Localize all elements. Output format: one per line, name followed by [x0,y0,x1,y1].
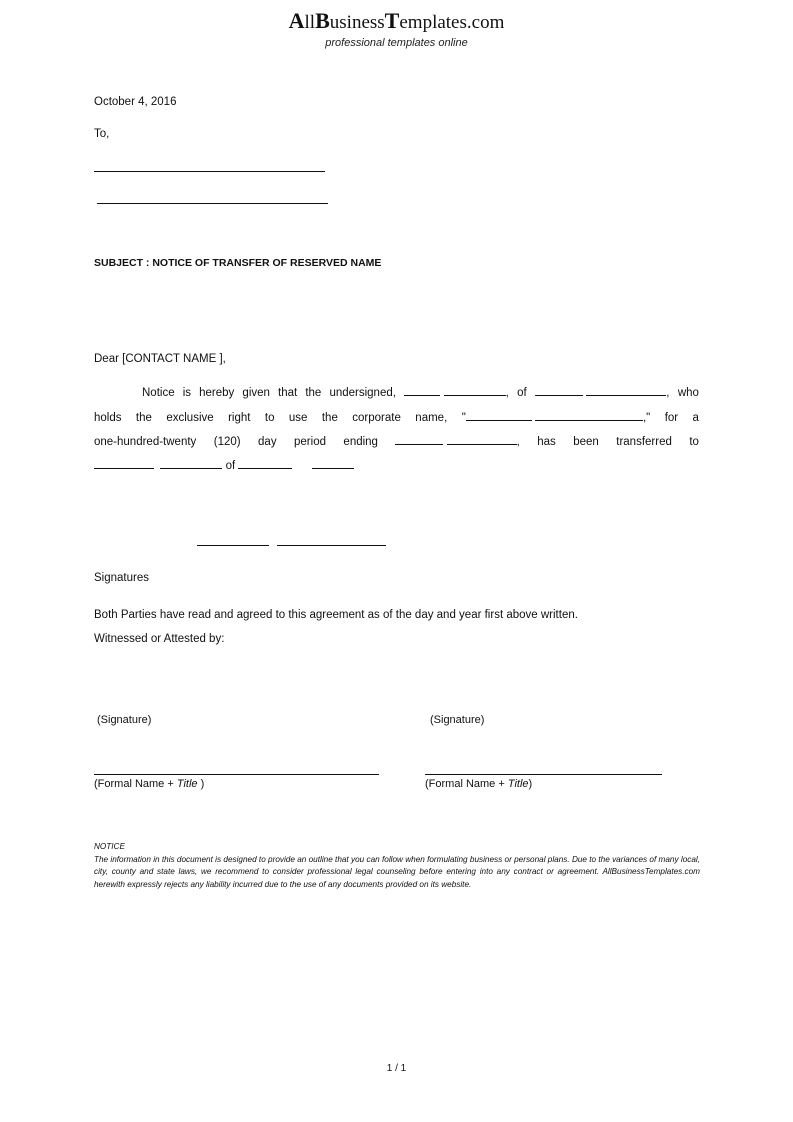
word: right [228,412,251,424]
word: period [294,436,326,448]
word: day [258,436,277,448]
word: the [135,412,152,424]
quote: ," [642,412,651,424]
word: is [182,387,192,399]
salutation: Dear [CONTACT NAME ], [94,353,226,365]
formal-name-label-left [94,778,204,790]
disclaimer-notice [94,841,700,891]
word: use [288,412,308,424]
paragraph-line-4 [94,458,354,472]
comma: , [505,387,509,399]
ending-date-blank [395,434,519,448]
title-label: Title [507,778,529,790]
notice-text: The information in this document is designed to provide an outline that you can follow when formulating business or personal plans. Due to the variances of many local, city, county and state laws, we recommend to consider professional legal counseling before entering into any contract or agreement. AllBusinessTemplates.com herewith expressly rejects any liability incurred due to the use of any documents provided on its website. [94,854,700,889]
brand-logo [0,8,793,34]
comma: , [666,387,670,399]
paren: ) [197,778,205,790]
title-label: Title [176,778,198,790]
paragraph-line-1 [94,385,699,399]
word: given [242,387,270,399]
word: one-hundred-twenty [94,436,197,448]
word: hereby [199,387,235,399]
brand-letter: B [315,8,330,33]
recipient-line-2 [97,203,328,204]
paren: ) [528,778,533,790]
name-label: (Formal Name + [94,778,177,790]
word: to [689,436,699,448]
brand-tagline: professional templates online [325,37,468,49]
word: has [537,436,556,448]
paragraph-text [94,387,396,399]
transferee-location-blank-2 [312,458,354,469]
quote: " [461,412,466,424]
word: a [692,412,699,424]
word: holds [94,412,122,424]
word: for [664,412,679,424]
brand-letter: T [384,8,400,33]
transferee-location-blank-1 [238,458,292,469]
brand-text: ll [304,12,316,33]
word: ending [343,436,378,448]
word: to [264,412,275,424]
word: name, [415,412,448,424]
formal-name-label-right [425,778,532,790]
letter-date: October 4, 2016 [94,96,177,108]
signature-blank-1 [197,545,269,546]
word: of [225,460,236,472]
paragraph-line-3 [94,434,699,448]
signature-line-left [94,774,379,775]
word: that [278,387,298,399]
signature-label-left: (Signature) [97,714,152,726]
agreement-text: Both Parties have read and agreed to this agreement as of the day and year first above written. [94,609,578,621]
undersigned-blank [404,385,508,399]
signature-line-right [425,774,662,775]
notice-heading: NOTICE [94,842,125,851]
name-label: (Formal Name + [425,778,508,790]
witness-text: Witnessed or Attested by: [94,633,225,645]
word: been [573,436,599,448]
brand-letter: A [288,8,305,33]
word: of [517,387,527,399]
word: who [677,387,699,399]
transferee-blank-1 [94,458,154,469]
word: the [305,387,322,399]
word: transferred [616,436,672,448]
comma: , [516,436,520,448]
word: corporate [352,412,401,424]
brand-text: emplates.com [399,12,505,33]
word: exclusive [166,412,214,424]
paragraph-line-2 [94,410,699,424]
location-blank [535,385,669,399]
recipient-line-1 [94,171,325,172]
word: Notice [142,387,175,399]
brand-text: usiness [329,12,385,33]
signature-blank-2 [277,545,386,546]
word: the [321,412,338,424]
word: undersigned, [329,387,396,399]
subject-line: SUBJECT : NOTICE OF TRANSFER OF RESERVED NAME [94,257,382,269]
signature-label-right: (Signature) [430,714,485,726]
page-indicator: 1 / 1 [386,1063,407,1074]
to-label: To, [94,128,110,140]
word: (120) [213,436,241,448]
signatures-heading: Signatures [94,572,149,584]
corporate-name-blank [462,410,651,424]
transferee-blank-2 [160,458,222,469]
